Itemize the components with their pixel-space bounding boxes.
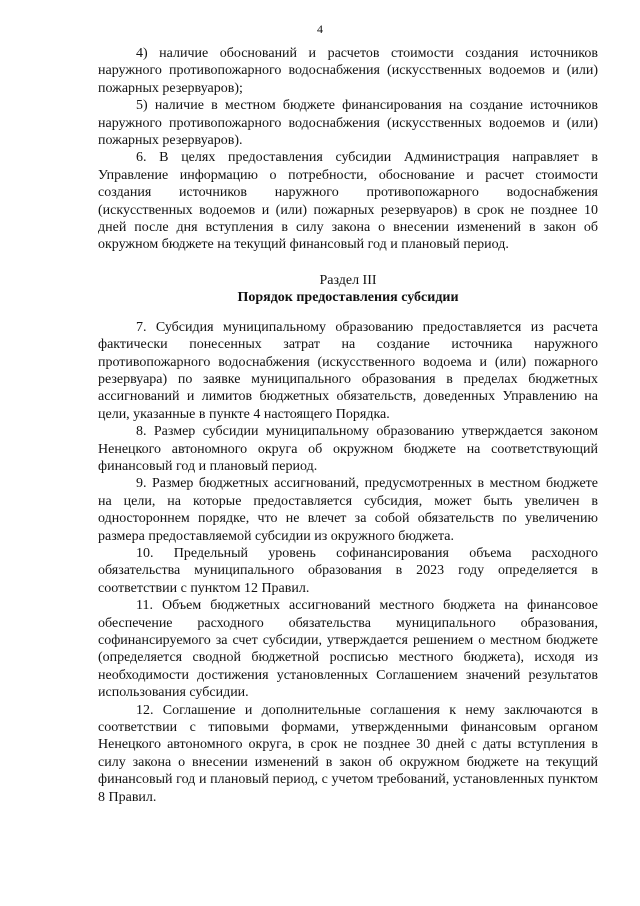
paragraph-clause-10: 10. Предельный уровень софинансирования объема расходного обязательства муниципального образования в 2023 году определяется в соответствии с пунктом 12 Правил.	[98, 545, 598, 596]
paragraph-clause-11: 11. Объем бюджетных ассигнований местного бюджета на финансовое обеспечение расходного обязательства муниципального образования, софинансируемого за счет субсидии, утверждается решением о местном бюджете (определяется сводной бюджетной росписью местного бюджета), исходя из необходимости достижения установленных Соглашением значений результатов использования субсидии.	[98, 598, 598, 701]
paragraph-clause-6: 6. В целях предоставления субсидии Администрация направляет в Управление информацию о потребности, обоснование и расчет стоимости создания источников наружного противопожарного водоснабжения (искусственных водоемов и (или) пожарных резервуаров) в срок не позднее 10 дней после дня вступления в силу закона о внесении изменений в закон об окружном бюджете на текущий финансовый год и плановый период.	[98, 150, 598, 253]
paragraph-clause-7: 7. Субсидия муниципальному образованию предоставляется из расчета фактически понесенных затрат на создание источника наружного противопожарного водоснабжения (искусственного водоема и (или) пожарного резервуара) по заявке муниципального образования в пределах бюджетных ассигнований и лимитов бюджетных обязательств, доведенных Управлению на цели, указанные в пункте 4 настоящего Порядка.	[98, 319, 598, 422]
section-title: Порядок предоставления субсидии	[237, 290, 459, 306]
paragraph-clause-12: 12. Соглашение и дополнительные соглашения к нему заключаются в соответствии с типовыми формами, утвержденными финансовым органом Ненецкого автономного округа, в срок не позднее 30 дней с даты вступления в силу закона о внесении изменений в закон об окружном бюджете на текущий финансовый год и плановый период, с учетом требований, установленных пунктом 8 Правил.	[98, 702, 598, 805]
section-label: Раздел III	[319, 272, 377, 288]
section-heading	[98, 272, 598, 307]
paragraph-item-4: 4) наличие обоснований и расчетов стоимости создания источников наружного противопожарного водоснабжения (искусственных водоемов и (или) пожарных резервуаров);	[98, 46, 598, 96]
paragraph-clause-9: 9. Размер бюджетных ассигнований, предусмотренных в местном бюджете на цели, на которые предоставляется субсидия, может быть увеличен в одностороннем порядке, что не влечет за собой обязательств по увеличению размера предоставляемой субсидии из окружного бюджета.	[98, 476, 598, 544]
document-body	[98, 45, 598, 806]
paragraph-item-5: 5) наличие в местном бюджете финансирования на создание источников наружного противопожарного водоснабжения (искусственных водоемов и (или) пожарных резервуаров).	[98, 98, 598, 149]
paragraph-clause-8: 8. Размер субсидии муниципальному образованию утверждается законом Ненецкого автономного округа об окружном бюджете на соответствующий финансовый год и плановый период.	[98, 424, 598, 474]
page-number: 4	[317, 22, 323, 36]
